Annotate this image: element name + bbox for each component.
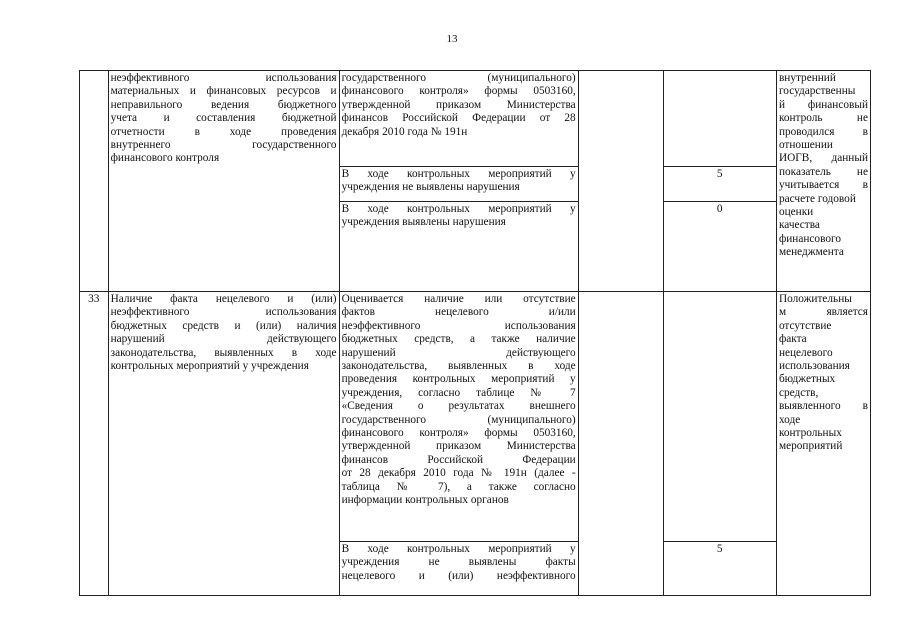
text-line: государственного (муниципального) — [341, 413, 576, 426]
text-line: «Сведения о результатах внешнего — [341, 400, 576, 413]
text-line: утвержденной приказом Министерства — [341, 98, 576, 111]
text-line: законодательства, выявленных в ходе — [341, 360, 576, 373]
text-line: неправильного ведения бюджетного — [110, 98, 337, 111]
text-line: фактов нецелевого и/или — [341, 306, 576, 319]
text-line: факта — [778, 333, 807, 346]
text-line: учитывается в — [778, 179, 868, 192]
text-line: таблица № 7), а также согласно — [341, 480, 576, 493]
text-line: использования — [778, 360, 850, 373]
text-line: выявленного в — [778, 400, 868, 413]
score-cell — [663, 71, 776, 167]
table-row — [80, 71, 871, 167]
text-line: финансового контроля» формы 0503160, — [341, 85, 576, 98]
score-cell — [663, 292, 776, 542]
text-line: информации контрольных органов — [341, 494, 509, 507]
text-line: оценки — [778, 206, 814, 219]
text-line: финансов Российской Федерации — [341, 453, 576, 466]
text-line: государственны — [778, 85, 856, 98]
text-line: учреждения не выявлены нарушения — [341, 181, 520, 194]
text-line: нецелевого и (или) неэффективного — [341, 569, 576, 582]
row-number-cell: 33 — [80, 292, 109, 596]
text-line: Оценивается наличие или отсутствие — [341, 293, 576, 305]
text-line: финансового — [778, 232, 841, 245]
text-line: бюджетных средств, а также наличие — [341, 333, 576, 346]
text-line: нецелевого — [778, 346, 833, 359]
method-cell — [339, 292, 578, 542]
method-cell — [339, 71, 578, 167]
note-cell — [776, 292, 870, 596]
text-line: качества — [778, 219, 820, 232]
text-line: показатель не — [778, 165, 868, 178]
text-line: учета и составления бюджетной — [110, 112, 337, 125]
text-line: нарушений действующего — [110, 333, 337, 346]
text-line: неэффективного использования — [110, 306, 337, 319]
text-line: утвержденной приказом Министерства — [341, 440, 576, 453]
note-cell — [776, 71, 870, 292]
text-line: учреждения выявлены нарушения — [341, 216, 506, 229]
score-value: 5 — [663, 167, 776, 202]
evaluation-table — [79, 70, 871, 596]
text-line: контрольных — [778, 427, 842, 440]
text-line: расчете годовой — [778, 192, 856, 205]
text-line: учреждения не выявлены факты — [341, 556, 576, 569]
score-value: 0 — [663, 202, 776, 292]
text-line: В ходе контрольных мероприятий у — [341, 203, 576, 215]
empty-cell — [578, 71, 663, 292]
text-line: менеджмента — [778, 246, 844, 259]
text-line: нарушений действующего — [341, 346, 576, 359]
text-line: отношении — [778, 139, 833, 152]
text-line: контрольных мероприятий у учреждения — [110, 360, 309, 373]
row-number-cell — [80, 71, 109, 292]
text-line: государственного (муниципального) — [341, 72, 576, 84]
text-line: контроль не — [778, 112, 868, 125]
criterion-cell — [339, 202, 578, 292]
text-line: внутренний — [778, 72, 836, 84]
table-row — [80, 292, 871, 542]
text-line: бюджетных — [778, 373, 836, 386]
text-line: законодательства, выявленных в ходе — [110, 346, 337, 359]
text-line: проведения контрольных мероприятий у — [341, 373, 576, 386]
text-line: отсутствие — [778, 319, 832, 332]
text-line: отчетности в ходе проведения — [110, 125, 337, 138]
text-line: ходе — [778, 413, 801, 426]
text-line: средств, — [778, 386, 819, 399]
text-line: финансового контроля — [110, 152, 220, 165]
text-line: от 28 декабря 2010 года № 191н (далее - — [341, 467, 576, 480]
text-line: Положительны — [778, 293, 852, 305]
text-line: В ходе контрольных мероприятий у — [341, 543, 576, 555]
text-line: мероприятий — [778, 440, 843, 453]
text-line: Наличие факта нецелевого и (или) — [110, 293, 337, 305]
text-line: неэффективного использования — [341, 319, 576, 332]
text-line: материальных и финансовых ресурсов и — [110, 85, 337, 98]
text-line: й финансовый — [778, 98, 868, 111]
criterion-cell — [339, 542, 578, 596]
page-number: 13 — [446, 33, 458, 45]
criterion-cell — [339, 167, 578, 202]
indicator-name-cell — [108, 292, 339, 596]
text-line: неэффективного использования — [110, 72, 337, 84]
text-line: проводился в — [778, 125, 868, 138]
text-line: бюджетных средств и (или) наличия — [110, 319, 337, 332]
text-line: ИОГВ, данный — [778, 152, 868, 165]
indicator-name-cell — [108, 71, 339, 292]
text-line: финансового контроля» формы 0503160, — [341, 427, 576, 440]
empty-cell — [578, 292, 663, 596]
text-line: м является — [778, 306, 868, 319]
text-line: учреждения, согласно таблице № 7 — [341, 386, 576, 399]
text-line: внутреннего государственного — [110, 139, 337, 152]
text-line: декабря 2010 года № 191н — [341, 125, 468, 138]
text-line: финансов Российской Федерации от 28 — [341, 112, 576, 125]
score-value: 5 — [663, 542, 776, 596]
text-line: В ходе контрольных мероприятий у — [341, 168, 576, 180]
